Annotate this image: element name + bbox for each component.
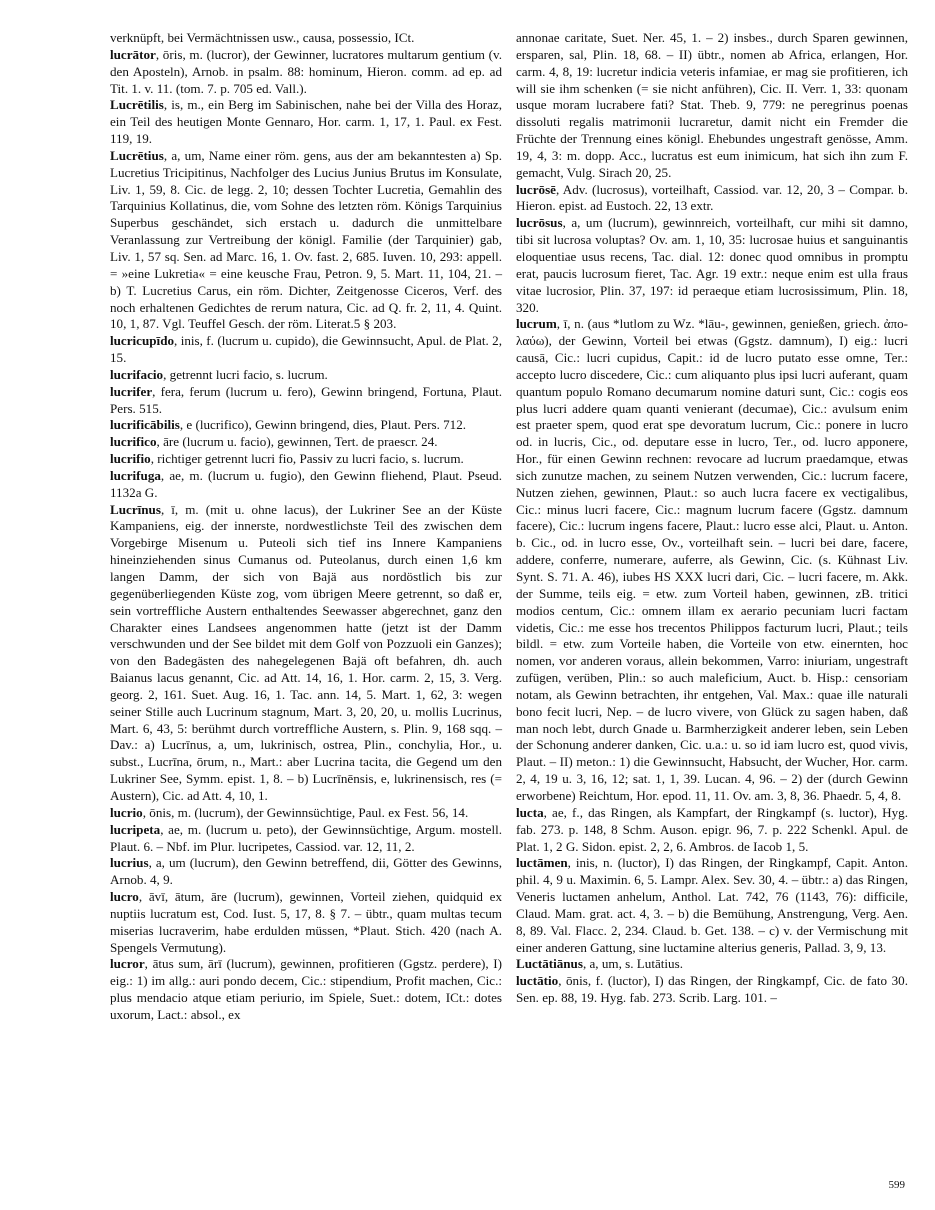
entry-headword: lucripeta	[110, 821, 161, 837]
entry-headword: lucrio	[110, 804, 143, 820]
left-column	[110, 30, 502, 1024]
dictionary-entry	[110, 47, 502, 98]
dictionary-entry	[110, 889, 502, 956]
entry-headword: lucrificābilis	[110, 417, 180, 433]
entry-text: , āvī, ātum, āre (lucrum), gewinnen, Vorteil ziehen, quidquid ex nuptiis lucratum est, Cod. Iust. 5, 17, 8. § 7. – übtr., quam multas tecum miserias lucraverim, habe erdulden müssen, *Plaut. Stich. 420 (nach A. Spengels Vermutung).	[110, 889, 502, 955]
entry-headword: lucta	[516, 804, 544, 820]
dictionary-entry	[110, 30, 502, 47]
dictionary-entry	[516, 316, 908, 804]
entry-text: , ī, m. (mit u. ohne lacus), der Lukriner See an der Küste Kampaniens, eig. der innerste, nordwestlichste Teil des zwischen dem Vorgebirge Misenum u. Puteoli sich tief ins Innere Kampaniens hineinziehenden sinus Cumanus od. Puteolanus, durch einen 1,6 km langen Damm, der sich von Bajä aus nordöstlich bis zur gegenüberliegenden Küste zog, vom übrigen Meere getrennt, so daß er, sein vortreffliche Austern enthaltendes Seewasser abgerechnet, ganz den Charakter eines Landsees angenommen hatte (jetzt ist der Damm verschwunden und der See bildet mit dem Golf von Pozzuoli ein Ganzes); von den Badegästen des nahegelegenen Bajä oft befahren, dh. auch Baianus lacus genannt, Cic. ad Att. 14, 16, 1. Hor. carm. 2, 15, 3. Verg. georg. 2, 161. Suet. Aug. 16, 1. Tac. ann. 14, 5. Mart. 1, 62, 3: wegen seiner Stille auch Lucrinum stagnum, Mart. 3, 20, 20, u. mollis Lucrinus, Mart. 6, 43, 5: berühmt durch vortreffliche Austern, s. Plin. 9, 168 sqq. – Dav.: a) Lucrīnus, a, um, lukrinisch, ostrea, Plin., conchylia, Hor., u. subst., Lucrīna, ōrum, n., Mart.: aber Lucrina tacita, die Gegend um den Lukriner See, Symm. epist. 1, 8. – b) Lucrīnēnsis, e, lukrinensisch, res (= Austern), Cic. ad Att. 4, 10, 1.	[110, 501, 502, 803]
entry-headword: lucrius	[110, 855, 149, 871]
dictionary-entry	[516, 805, 908, 856]
dictionary-entry	[110, 367, 502, 384]
entry-headword: luctātio	[516, 973, 559, 989]
dictionary-entry	[516, 956, 908, 973]
entry-headword: lucro	[110, 889, 139, 905]
dictionary-entry	[110, 148, 502, 333]
dictionary-entry	[110, 417, 502, 434]
dictionary-entry	[110, 434, 502, 451]
entry-text: , a, um, s. Lutātius.	[582, 956, 683, 972]
dictionary-entry	[110, 956, 502, 1023]
entry-text: , getrennt lucri facio, s. lucrum.	[163, 366, 328, 382]
entry-text: , ōris, m. (lucror), der Gewinner, lucratores multarum gentium (v. den Aposteln), Arnob. in psalm. 88: hominum, Hieron. comm. ad ep. ad Tit. 1. v. 11. (tom. 7. p. 705 ed. Vall.).	[110, 46, 502, 96]
entry-headword: lucrātor	[110, 46, 156, 62]
dictionary-entry	[110, 502, 502, 805]
entry-text: , a, um, Name einer röm. gens, aus der am bekanntesten a) Sp. Lucretius Tricipitinus, Nachfolger des Lucius Junius Brutus im Konsulate, Liv. 1, 59, 8. Cic. de legg. 2, 10; dessen Tochter Lucretia, Gemahlin des Tarquinius Kollatinus, die, vom Sohne des letzten röm. Königs Tarquinius Superbus geschändet, sich erstach u. dadurch die unmittelbare Veranlassung zur Vertreibung der königl. Familie (der Tarquinier) gab, Liv. 1, 57 sq. Sen. ad Marc. 16, 1. Ov. fast. 2, 685. Iuven. 10, 293: appell. = »eine Lukretia« = eine keusche Frau, Petron. 9, 5. Mart. 11, 104, 21. – b) T. Lucretius Carus, ein röm. Dichter, Zeitgenosse Ciceros, Verf. des noch erhaltenen Gedichtes de rerum natura, Cic. ad Q. fr. 2, 11, 4. Quint. 10, 1, 87. Vgl. Teuffel Gesch. der röm. Literat.5 § 203.	[110, 147, 502, 332]
entry-text: , ātus sum, ārī (lucrum), gewinnen, profitieren (Ggstz. perdere), I) eig.: 1) im allg.: auri pondo decem, Cic.: stipendium, Profit machen, Cic.: plus mendacio atque etiam periurio, im Spiele, Suet.: dotem, ICt.: dotes uxorum, Lact.: absol., ex	[110, 956, 502, 1022]
dictionary-entry	[110, 468, 502, 502]
entry-headword: lucrōsus	[516, 215, 563, 231]
entry-text: , ōnis, f. (luctor), I) das Ringen, der Ringkampf, Cic. de fato 30. Sen. ep. 88, 19. Hyg. fab. 273. Scrib. Larg. 101. –	[516, 973, 908, 1006]
entry-text: , fera, ferum (lucrum u. fero), Gewinn bringend, Fortuna, Plaut. Pers. 515.	[110, 383, 502, 416]
entry-text: verknüpft, bei Vermächtnissen usw., causa, possessio, ICt.	[110, 30, 415, 45]
entry-headword: luctāmen	[516, 855, 568, 871]
entry-text: , ī, n. (aus *lutlom zu Wz. *lāu-, gewinnen, genießen, griech. ἀπο-λαύω), der Gewinn, Vorteil bei etwas (Ggstz. damnum), I) eig.: lucri causā, Cic.: lucri cupidus, Capit.: id de lucro putato esse omne, Ter.: accepto lucro discedere, Cic.: cum aliquanto plus ipsi lucri auferant, quam quantum populo Romano decumarum nomine daturi sunt, Cic.: cogis eos plus lucri addere quam quanti venierant (decumae), Cic.: avulsum enim est praeter spem, quod erat spe devoratum lucrum, Cic.: ponere in lucro od. in lucris, Cic., od. deputare esse in lucro, Ter., od. lucro apponere, Hor., für einen Gewinn rechnen: revocare ad lucrum praedamque, etwas sich zunutze machen, zu seinem Nutzen verwenden, Cic.: lucrum facere, Nutzen ziehen, gewinnen, Plaut.: so auch lucra facere ex vectigalibus, Cic.: minus lucri facere, Cic.: magnum lucrum facere (Ggstz. damnum facere), Cic.: lucrum ingens facere, Plaut.: lucro esse alci, Plaut. u. Anton. b. Cic., od. in lucro esse, Ov., vorteilhaft sein. – lucri bei dare, facere, addere, conferre, numerare, auferre, als Gewinn, Cic. (s. Kühnast Liv. Synt. S. 71. A. 46), iubes HS XXX lucri dari, Cic. – lucri facere, m. Akk. der Summe, teils eig. = etw. zum Vorteil haben, gewinnen, zB. tritici modios centum, Cic.: omnem illam ex aerario pecuniam lucri factam videtis, Cic.: me esse hos trecentos Philippos facturum lucri, Plaut.; teils bildl. = etw. zum Vorteile haben, die Vorteile von etw. einernten, hoc nomen, vor anderen voraus, allein bekommen, Varro: iniuriam, ungestraft zufügen, verüben, Plin.: so auch maleficium, Auct. b. Hisp.: censoriam notam, als Gewinn betrachten, ihr entgehen, Val. Max.: quae ille naturali bono fecit lucri, Nep. – de lucro vivere, von Glück zu sagen haben, daß man noch lebt, durch Gnade u. Barmherzigkeit anderer leben, sein Leben der Schonung anderer danken, Cic. u.a.: u. so id iam lucro est, quod vivis, Plaut. – II) meton.: 1) die Gewinnsucht, Habsucht, der Wucher, Hor. carm. 2, 4, 19 u. 3, 16, 12; sat. 1, 1, 39. Lucan. 4, 96. – 2) der (durch Gewinn erworbene) Reichtum, Hor. epod. 11, 11. Ov. am. 3, 8, 36. Phaedr. 5, 4, 8.	[516, 316, 908, 803]
entry-text: , is, m., ein Berg im Sabinischen, nahe bei der Villa des Horaz, ein Teil des heutigen Monte Gennaro, Hor. carm. 1, 17, 1. Paul. ex Fest. 119, 19.	[110, 97, 502, 147]
dictionary-entry	[516, 855, 908, 956]
dictionary-entry	[110, 805, 502, 822]
page-number: 599	[888, 1179, 905, 1191]
entry-text: annonae caritate, Suet. Ner. 45, 1. – 2) insbes., durch Sparen gewinnen, ersparen, sal, Plin. 18, 68. – II) übtr., nomen ab Africa, erlangen, Hor. carm. 4, 8, 19: lucretur indicia veteris infamiae, er mag sie profitieren, ich will sie ihm schenken (= sie nicht anführen), Cic. II. Verr. 1, 33: quonam usque moram lucrabere fati? Stat. Theb. 9, 779: ne peregrinus poenas dissoluti regalis matrimonii lucraretur, damit nicht ein Fremder die Früchte der Trennung eines königl. Ehebundes ungestraft genösse, Amm. 19, 4, 3: m. dopp. Acc., lucratus est eum inimicum, hat sich ihn zum F. gemacht, Vulg. Sirach 20, 25.	[516, 30, 908, 180]
dictionary-entry	[110, 384, 502, 418]
entry-headword: Lucrētilis	[110, 97, 164, 113]
dictionary-entry	[516, 215, 908, 316]
entry-text: , e (lucrifico), Gewinn bringend, dies, Plaut. Pers. 712.	[179, 417, 467, 433]
entry-headword: lucror	[110, 956, 145, 972]
entry-headword: Luctātiānus	[516, 956, 583, 972]
entry-headword: lucrōsē	[516, 181, 556, 197]
entry-headword: Lucrētius	[110, 147, 164, 163]
dictionary-entry	[516, 30, 908, 182]
entry-text: , āre (lucrum u. facio), gewinnen, Tert. de praescr. 24.	[156, 434, 438, 450]
entry-text: , a, um (lucrum), gewinnreich, vorteilhaft, cur mihi sit damno, tibi sit lucrosa voluptas? Ov. am. 1, 10, 35: lucrosae huius et sanguinantis eloquentiae usus recens, Tac. dial. 12: donec quod omnibus in promptu erat, paucis lucrosum fieret, Tac. Agr. 19 extr.: neque enim est ulla fraus vitae lucrosior, Plin. 37, 197: id peraeque etiam lucrosissimum, Plin. 18, 320.	[516, 215, 908, 315]
entry-headword: lucrum	[516, 316, 557, 332]
dictionary-entry	[110, 855, 502, 889]
dictionary-entry	[516, 182, 908, 216]
entry-headword: Lucrīnus	[110, 501, 161, 517]
entry-headword: lucrifico	[110, 434, 157, 450]
entry-text: , inis, n. (luctor), I) das Ringen, der Ringkampf, Capit. Anton. phil. 4, 9 u. Maximin. 6, 5. Lampr. Alex. Sev. 30, 4. – übtr.: a) das Ringen, Veneris luctamen anhelum, Anthol. Lat. 742, 76 (1143, 76): difficile, Claud. Mam. grat. act. 4, 3. – b) die Bemühung, Anstrengung, Verg. Aen. 8, 89. Val. Flacc. 2, 234. Claud. b. Get. 138. – c) v. der Vermischung mit einer anderen Gattung, sine luctamine alterius generis, Pallad. 3, 9, 13.	[516, 855, 908, 955]
entry-headword: lucrifacio	[110, 366, 164, 382]
entry-text: , richtiger getrennt lucri fio, Passiv zu lucri facio, s. lucrum.	[150, 451, 464, 467]
entry-headword: lucricupīdo	[110, 333, 175, 349]
entry-headword: lucrifio	[110, 451, 151, 467]
entry-text: , ōnis, m. (lucrum), der Gewinnsüchtige, Paul. ex Fest. 56, 14.	[142, 804, 469, 820]
dictionary-entry	[110, 822, 502, 856]
dictionary-entry	[110, 333, 502, 367]
entry-text: , ae, f., das Ringen, als Kampfart, der Ringkampf (s. luctor), Hyg. fab. 273. p. 148, 8 Schm. Auson. epigr. 96, 7. p. 222 Schenkl. Apul. de Plat. 1, 2 G. Sidon. epist. 2, 2, 6. Ambros. de Iacob 1, 5.	[516, 804, 908, 854]
dictionary-entry	[516, 973, 908, 1007]
dictionary-entry	[110, 451, 502, 468]
entry-text: , a, um (lucrum), den Gewinn betreffend, dii, Götter des Gewinns, Arnob. 4, 9.	[110, 855, 502, 888]
entry-text: , Adv. (lucrosus), vorteilhaft, Cassiod. var. 12, 20, 3 – Compar. b. Hieron. epist. ad Eustoch. 22, 13 extr.	[516, 181, 908, 214]
entry-headword: lucrifuga	[110, 467, 161, 483]
entry-text: , ae, m. (lucrum u. peto), der Gewinnsüchtige, Argum. mostell. Plaut. 6. – Nbf. im Plur. lucripetes, Cassiod. var. 12, 11, 2.	[110, 821, 502, 854]
entry-headword: lucrifer	[110, 383, 153, 399]
right-column	[516, 30, 908, 1007]
entry-text: , ae, m. (lucrum u. fugio), den Gewinn fliehend, Plaut. Pseud. 1132a G.	[110, 467, 502, 500]
dictionary-entry	[110, 97, 502, 148]
entry-text: , inis, f. (lucrum u. cupido), die Gewinnsucht, Apul. de Plat. 2, 15.	[110, 333, 502, 366]
